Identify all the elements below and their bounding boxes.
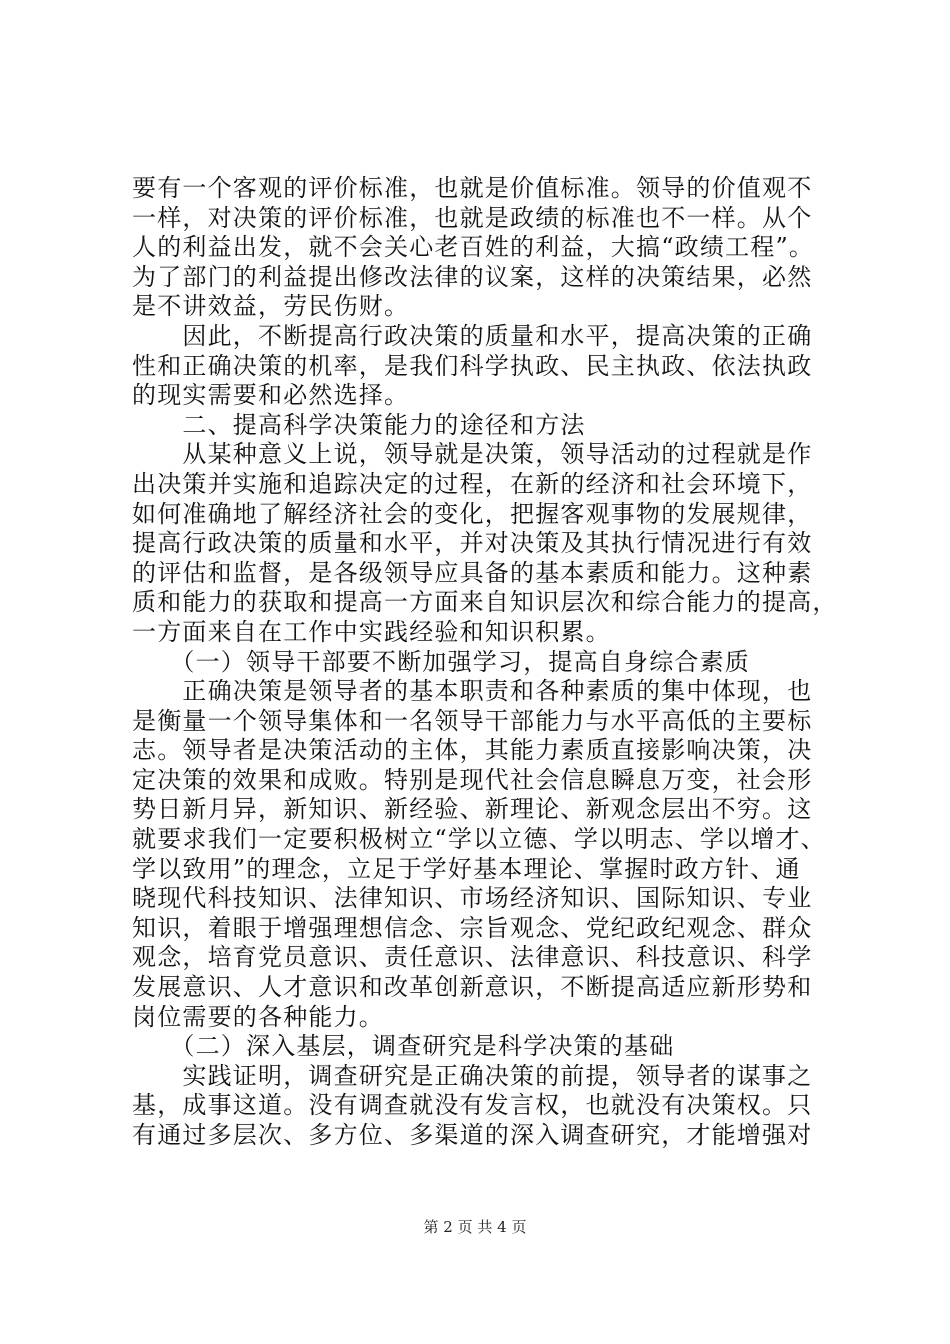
text-line: 实践证明，调查研究是正确决策的前提，领导者的谋事之: [132, 1061, 813, 1090]
text-line: 就要求我们一定要积极树立“学以立德、学以明志、学以增才、: [132, 825, 826, 854]
text-line: 提高行政决策的质量和水平，并对决策及其执行情况进行有效: [132, 529, 813, 558]
text-line: 出决策并实施和追踪决定的过程，在新的经济和社会环境下，: [132, 469, 813, 498]
text-line: 志。领导者是决策活动的主体，其能力素质直接影响决策，决: [132, 736, 813, 765]
text-line: 一样，对决策的评价标准，也就是政绩的标准也不一样。从个: [132, 203, 813, 232]
text-line: 的现实需要和必然选择。: [132, 381, 410, 410]
body-text: [132, 174, 838, 1151]
page-footer: [0, 1216, 950, 1237]
text-line: 观念，培育党员意识、责任意识、法律意识、科技意识、科学: [132, 943, 813, 972]
text-line: 一方面来自在工作中实践经验和知识积累。: [132, 617, 611, 646]
text-line: 从某种意义上说，领导就是决策，领导活动的过程就是作: [132, 440, 813, 469]
text-line: 岗位需要的各种能力。: [132, 1002, 384, 1031]
text-line: 如何准确地了解经济社会的变化，把握客观事物的发展规律，: [132, 499, 813, 528]
text-line: 质和能力的获取和提高一方面来自知识层次和综合能力的提高，: [132, 588, 838, 617]
text-line: 正确决策是领导者的基本职责和各种素质的集中体现，也: [132, 677, 813, 706]
text-line: 为了部门的利益提出修改法律的议案，这样的决策结果，必然: [132, 262, 813, 291]
text-line: 是不讲效益，劳民伤财。: [132, 292, 410, 321]
text-line: 势日新月异，新知识、新经验、新理论、新观念层出不穷。这: [132, 795, 813, 824]
text-line: 基，成事这道。没有调查就没有发言权，也就没有决策权。只: [132, 1091, 813, 1120]
text-line: 人的利益出发，就不会关心老百姓的利益，大搞“政绩工程”。: [132, 233, 815, 262]
section-heading: 二、提高科学决策能力的途径和方法: [132, 410, 586, 439]
text-line: 要有一个客观的评价标准，也就是价值标准。领导的价值观不: [132, 174, 813, 202]
text-line: 定决策的效果和成败。特别是现代社会信息瞬息万变，社会形: [132, 765, 813, 794]
text-line: 是衡量一个领导集体和一名领导干部能力与水平高低的主要标: [132, 706, 813, 735]
text-line: 发展意识、人才意识和改革创新意识，不断提高适应新形势和: [132, 973, 813, 1002]
text-line: 有通过多层次、多方位、多渠道的深入调查研究，才能增强对: [132, 1121, 813, 1149]
text-line: 知识，着眼于增强理想信念、宗旨观念、党纪政纪观念、群众: [132, 913, 813, 942]
text-line: 晓现代科技知识、法律知识、市场经济知识、国际知识、专业: [132, 884, 813, 913]
text-line: 因此，不断提高行政决策的质量和水平，提高决策的正确: [132, 321, 813, 350]
page-number-label: 第 2 页 共 4 页: [423, 1218, 527, 1236]
text-line: 的评估和监督，是各级领导应具备的基本素质和能力。这种素: [132, 558, 813, 587]
text-line: 性和正确决策的机率，是我们科学执政、民主执政、依法执政: [132, 351, 813, 380]
subsection-heading: （一）领导干部要不断加强学习，提高自身综合素质: [132, 647, 750, 676]
subsection-heading: （二）深入基层，调查研究是科学决策的基础: [132, 1032, 675, 1061]
text-line: 学以致用”的理念，立足于学好基本理论、掌握时政方针、通: [132, 854, 801, 883]
